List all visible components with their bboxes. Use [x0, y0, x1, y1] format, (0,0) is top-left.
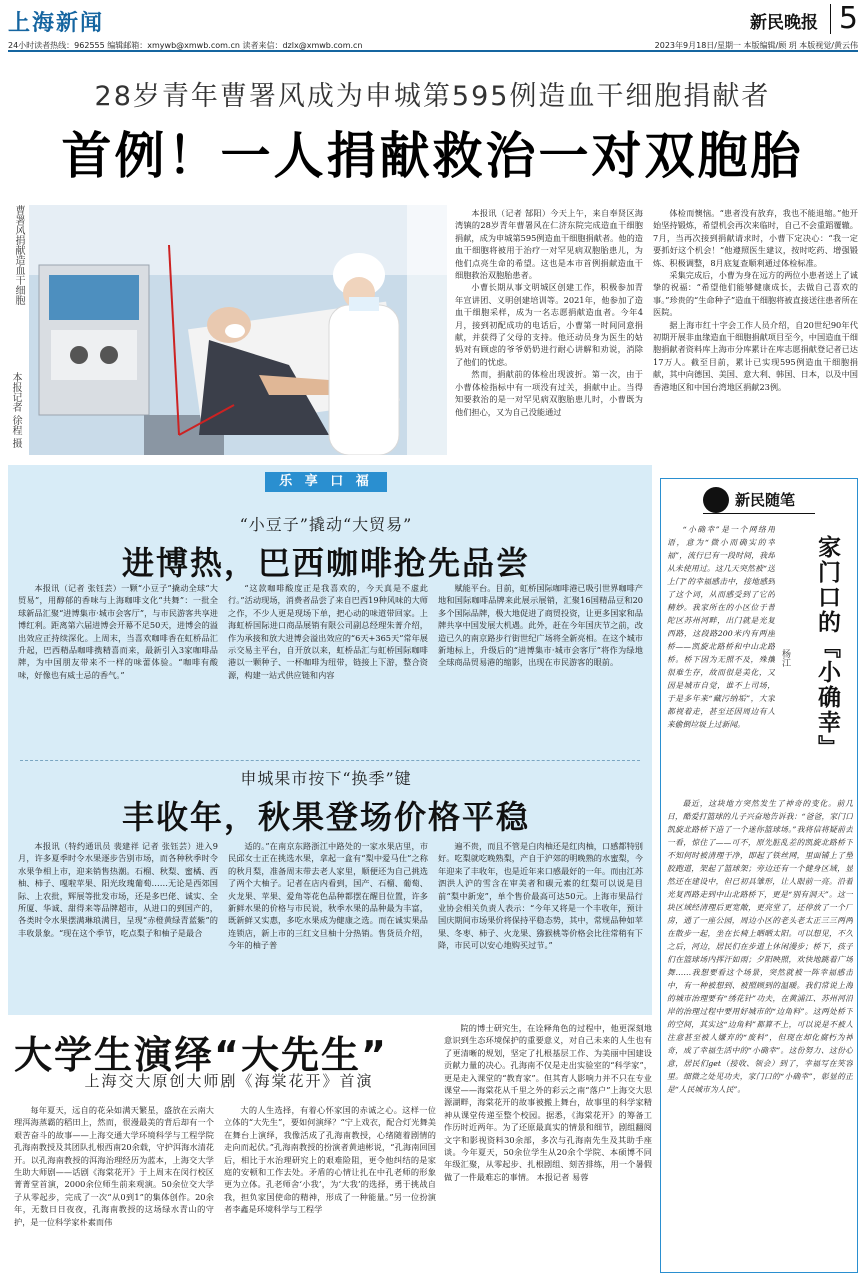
column-logo: [703, 487, 815, 513]
story3-column-1: [18, 840, 218, 1008]
story1-paragraph: 采集完成后，小曹为身在远方的两位小患者送上了诚挚的祝福：“希望他们能够健康成长，去做自己喜欢的事。”珍贵的“生命种子”造血干细胞将被直接送往患者所在医院。: [653, 270, 858, 318]
sidebar-headline: 家门口的『小确幸』: [814, 535, 841, 760]
story2-subhead: “小豆子”撬动“大贸易”: [239, 515, 413, 534]
sidebar-paragraph: “小确幸”是一个网络用语，意为“微小而确实的幸福”，流行已有一段时间，我却从未使用过。这几天突然被“送上门”的幸福感击中，接地感到了这个词，从而感受到了它的精妙。我家所在的小区位于普陀区苏州河畔，出门就是光复西路，这段路200米内有两座桥——凯旋北路桥和中山北路桥。桥下因为无照不及，殊攘很难生存，故而很是美化，又因是城市自觉，谁不上司场，于是多年来“藏污纳垢”，大家都视着走，甚至还因周边有人来偷倒垃圾上过新闻。: [667, 525, 775, 729]
story1-column-1: [455, 207, 643, 457]
story2-column-2: [228, 582, 428, 754]
story1-column-2: [653, 207, 858, 457]
page-header: [8, 1, 858, 36]
commentary-sidebar: [660, 478, 858, 1273]
info-bar: [8, 38, 858, 52]
section-tag: 乐 享 口 福: [265, 472, 387, 492]
page-number: 5: [830, 4, 858, 34]
story2-paragraph: “这款咖啡酸度正是我喜欢的，今天真是不虚此行。”活动现场，消费者品尝了来自巴西19种风味的大师之作，不少人更是现场下单，把心动的味道带回家。上海虹桥国际进口商品展销有限公司副总经理朱菁介绍，作为承接和放大进博会溢出效应的“6天+365天”常年展示交易主平台，自开放以来，虹桥品汇与虹桥国际咖啡港以一颗种子、一杯咖啡为纽带，链接上下游，整合资源，构建一站式供应链和内容: [228, 583, 428, 680]
hospital-scene-illustration: [29, 205, 447, 455]
story2-headline: 进博热，巴西咖啡抢先品尝: [121, 544, 530, 582]
story3-subhead: 申城果市按下“换季”键: [240, 769, 412, 788]
sidebar-paragraph: 最近，这块地方突然发生了神奇的变化。前几日，酷爱打篮球的儿子兴奋地告诉我：“爸爸，家门口凯旋北路桥下造了一个迷你篮球场。”我将信将疑前去一看，惊住了——可不，原先脏乱差的凯旋北路桥下不知何时被清理干净，即起了铁丝网，里面铺上了塑胶跑道，架起了篮球架；旁边还有一个健身区域，显然还在建设中，但已初具雏形，让人眼前一亮。沿着光复西路走到中山北路桥下，更是“别有洞天”。这一块区域经清理后更宽敞，更亮堂了，还停放了一个厂房，通了一座公园，周边小区的老头老太正三三两两在散步一起，坐在长椅上晒晒太阳。可以想见，不久之后，河边，居民们在步道上休闲漫步；桥下，孩子们在篮球场内挥汗如雨；夕阳映照，欢快地跳着广场舞……我想要看这个场景，突然就被一阵幸福感击中，有一种被想到、被照顾到的温暖。我们常说上海的城市治理要有“绣花针”功夫，在黄浦江、苏州河沿岸的治理过程中要用好城市的“边角料”。这两处桥下的空间，其实这“边角料”都算不上，可以说是不被人注意甚至被人嫌弃的“废料”，但现在却化腐朽为神奇，成了幸福生活中的“小确幸”。这份努力、这份心意，居民们get（接收、领会）到了，幸福写在笑容里。细微之处见功夫，家门口的“小确幸”，彰显的正是“人民城市为人民”。: [667, 799, 853, 1094]
paper-name: 新民晚报: [750, 13, 818, 33]
story2-column-3: [438, 582, 643, 754]
story4-headline: 大学生演绎“大先生”: [14, 1033, 388, 1077]
story1-paragraph: 小曹长期从事文明城区创建工作，积极参加青年宣讲团、义明创建培训等。2021年，他参加了造血干细胞采样，成为一名志愿捐献造血者。今年4月，接到初配成功的电话后，小曹第一时间同意捐献，并获得了父母的支持。他还动员身为医生的姑妈对有顾虑的爷爷奶奶进行耐心讲解和劝说，消除了他们的忧虑。: [455, 282, 643, 367]
story4-paragraph: 院的博士研究生，在诠释角色的过程中，他更深刻地意识到生态环境保护的重要意义，对自己未来的人生也有了更清晰的规划，坚定了扎根基层工作、为美丽中国建设贡献力量的决心。孔海南不仅是走出实验室的“科学家”，更是走入课堂的“教育家”。但其育人影响力并不只在专业课堂——海棠花从千里之外的彩云之南“落户”上海交大思源湖畔，海棠花开的故事被搬上舞台，故事里的科学家精神从课堂传递至整个校园。据悉，《海棠花开》的筹备工作历时近两年。为了还原最真实的情景和细节，剧组翻阅文字和影视资料30余部，多次与孔海南先生及其助手座谈。今年夏天，50余位学生从20余个学院、本硕博不同年级汇聚，从零起步、扎根剧组、刻苦排练，用一个暑假做了一件最难忘的事情。 本报记者 易蓉: [444, 1023, 652, 1182]
story3-headline: 丰收年，秋果登场价格平稳: [121, 798, 530, 836]
story3-paragraph: 遍不贵，而且不管是白肉柚还是红肉柚，口感都特别好。吃梨就吃晚熟梨，产自于沪郊的明晚熟的水蜜梨，今年迎来了丰收年，也是近年来口感最好的一年。而由江苏泗洪人沪的雪含在审美者和碳元素的红梨可以说是目前“梨中新宠”，单个售价最高可达50元。上海市果品行业协会相关负责人表示：“今年又将是一个丰收年，预计国庆期间市场果价将保持平稳态势，其中，常规品种如苹果、冬枣、柿子、火龙果、猕猴桃等价格会比往常稍有下降，市民可以安心地购买过节。”: [438, 841, 643, 951]
story1-paragraph: 体检而懊恼。“患者没有放弃，我也不能退缩。”他开始坚持锻炼，希望机会再次来临时，自己不会重蹈覆辙。7月，当再次接到捐献请求时，小曹下定决心：“我一定要抓好这个机会！”他遵照医生建议，按时吃药、增强锻炼、积极调整，8月底复查顺利通过体检标准。: [653, 208, 858, 268]
story3-column-2: [228, 840, 428, 1008]
story4-paragraph: 每年夏天，远自的花朵如满天繁星，盛放在云南大理洱海蒸霸的稻田上，然而，很漫最美的背后却有一个艰苦奋斗的故事——上海交通大学环境科学与工程学院孔海南教授及其团队扎根西南20余载，守护洱海水清花开。以孔海南教授的洱海治理经历为蓝本，上海交大学生助大师剧——话剧《海棠花开》于上周末在闵行校区菁菁堂首演，2000余位师生前来观演。50余位交大学子从零起步，完成了一次“从0到1”的集体创作。20余年，无数日日夜夜，孔海南教授的这场绿水青山的守护，是一位科学家朴素而伟: [14, 1105, 214, 1227]
photo-caption: 曹署风捐献造血干细胞: [13, 205, 24, 305]
story4-paragraph: 大的人生选择，有着心怀家国的赤诚之心。这样一位立体的“大先生”，要如何演绎？“宁上戏衣，配合灯光舞美在舞台上演绎，我像活成了孔海南教授，心绪随着剧情的走向而起伏。”孔海南教授的扮演者黄迪彬说，“孔海南回国后，相比于水治理研究上的艰难险阻，更令他纠结的是家庭的安顿和工作去处。矛盾的心情让扎在中孔老师的形象更为立体。孔老师舍‘小我’，为‘大我’的选择，勇于挑战自我，担负家国使命的精神，形成了一种能量。”另一位扮演者李鑫是环境科学与工程学: [224, 1105, 436, 1215]
sidebar-text-bottom: [667, 797, 853, 1269]
story1-headline: 首例！一人捐献救治一对双胞胎: [61, 127, 804, 185]
section-title: 上海新闻: [8, 11, 105, 36]
story1-paragraph: 本报讯（记者 郜阳）今天上午，来自奉贤区海湾镇的28岁青年曹署风在仁济东院完成造血干细胞捐献，成为申城第595例造血干细胞捐献者。他的造血干细胞将被用于治疗一对罕见病双胞胎患儿，为他们点亮生命的希望。这也是本市首例捐献造血干细胞救治双胞胎患者。: [455, 208, 643, 281]
logo-underline: [703, 513, 815, 514]
story4-column-3: [444, 1022, 652, 1274]
story1-paragraph: 据上海市红十字会工作人员介绍，自20世纪90年代初期开展非血缘造血干细胞捐献项目至今，中国造血干细胞捐献者资料库上海市分库累计在库志愿捐献登记者已达17万人。截至目前，累计已实现595例造血干细胞捐献，其中向德国、美国、意大利、韩国、日本，以及中国香港地区和中国台湾地区捐献23例。: [653, 319, 858, 392]
story3-column-3: [438, 840, 643, 1008]
story4-column-2: [224, 1104, 436, 1274]
pen-logo-icon: [703, 487, 729, 513]
story2-paragraph: 赋能平台。目前，虹桥国际咖啡港已吸引世界咖啡产地和国际咖啡品牌来此展示展销，汇聚16国精品豆和20多个国际品牌，极大地促进了商贸投资，让更多国家和品牌共享中国发展大机遇。此外，赶在今年国庆节之前，改造已久的南京路步行街世纪广场将全新亮相。在这个城市新地标上，升级后的“进博集市·城市会客厅”将作为绿地全球商品贸易港的缩影，出现在市民游客的眼前。: [438, 583, 643, 668]
story2-column-1: [18, 582, 218, 754]
story3-paragraph: 本报讯（特约通讯员 裴建祥 记者 张钰芸）进入9月，许多夏季时令水果逐步告别市场，而各种秋季时令水果争相上市，迎来销售热潮。石榴、秋梨、蜜橘、西柚、柿子、嘎啦苹果、阳光玫瑰葡萄……无论是西郊国际、上农批，辉展等批发市场，还是多巴佬、诚实、全所厦、华诚、甜得来等品牌超市，从进口的到国产的，各类时令水果摆满琳琅满目，呈现“赤橙黄绿青蓝紫”的丰收景象。“现在这个季节，吃点梨子和柚子是最合: [18, 841, 218, 938]
story1-paragraph: 然而，捐献前的体检出现波折。第一次，由于小曹体检指标中有一项没有过关，捐献中止。当得知要救治的是一对罕见病双胞胎患儿时，小曹既为他们担心，又为自己没能通过: [455, 369, 643, 417]
story2-paragraph: 本报讯（记者 张钰芸）一颗“小豆子”撬动全球“大贸易”，用醇郁的香味与上海咖啡文化“共舞”：一批全球新品汇聚“进博集市·城市会客厅”，与市民游客共享进博红利。距离第六届进博会开幕不足50天，进博会的溢出效应正持续深化。上周末，当喜欢咖啡香在虹桥品汇升起，巴西精品咖啡携精喜而来，最新引入3家咖啡品牌，为中国朋友带来不一样的味蕾体验。“咖啡有酸味，好像也有威士忌的香气。”: [18, 583, 218, 680]
story1-subhead: 28岁青年曹署风成为申城第595例造血干细胞捐献者: [94, 81, 771, 112]
donation-photo: [29, 205, 447, 455]
sidebar-author: 杨江: [780, 649, 790, 667]
column-name: 新民随笔: [735, 491, 796, 509]
story3-paragraph: 适的。”在南京东路浙江中路处的一家水果店里，市民邱女士正在挑选水果，拿起一盒有“梨中爱马仕”之称的秋月梨，准备周末带去老人家里，顺便还为自己挑选了两个大柚子。记者在店内看到，国产、石榴、葡萄、火龙果、苹果、爱角等花色品种都摆在醒目位置，许多新鲜水果的价格与市民说，秋季水果的品种最为丰富，既新鲜又实惠，多吃水果成为健康之选。而在诚实果品连锁店，新上市的三红文旦柚十分热销。售货员介绍，今年的柚子普: [228, 841, 428, 951]
story4-column-1: [14, 1104, 214, 1274]
hotline-info: 24小时读者热线：962555 编辑邮箱：xmywb@xmwb.com.cn 读者来信：dzlx@xmwb.com.cn: [8, 41, 363, 50]
photo-credit: 本报记者 徐程 摄: [10, 372, 21, 449]
sidebar-text-top: [667, 523, 775, 793]
date-editor-info: 2023年9月18日/星期一 本版编辑/顾 玥 本版视觉/黄云伟: [654, 41, 858, 50]
story4-subhead: 上海交大原创大师剧《海棠花开》首演: [84, 1072, 374, 1090]
divider: [20, 760, 640, 761]
